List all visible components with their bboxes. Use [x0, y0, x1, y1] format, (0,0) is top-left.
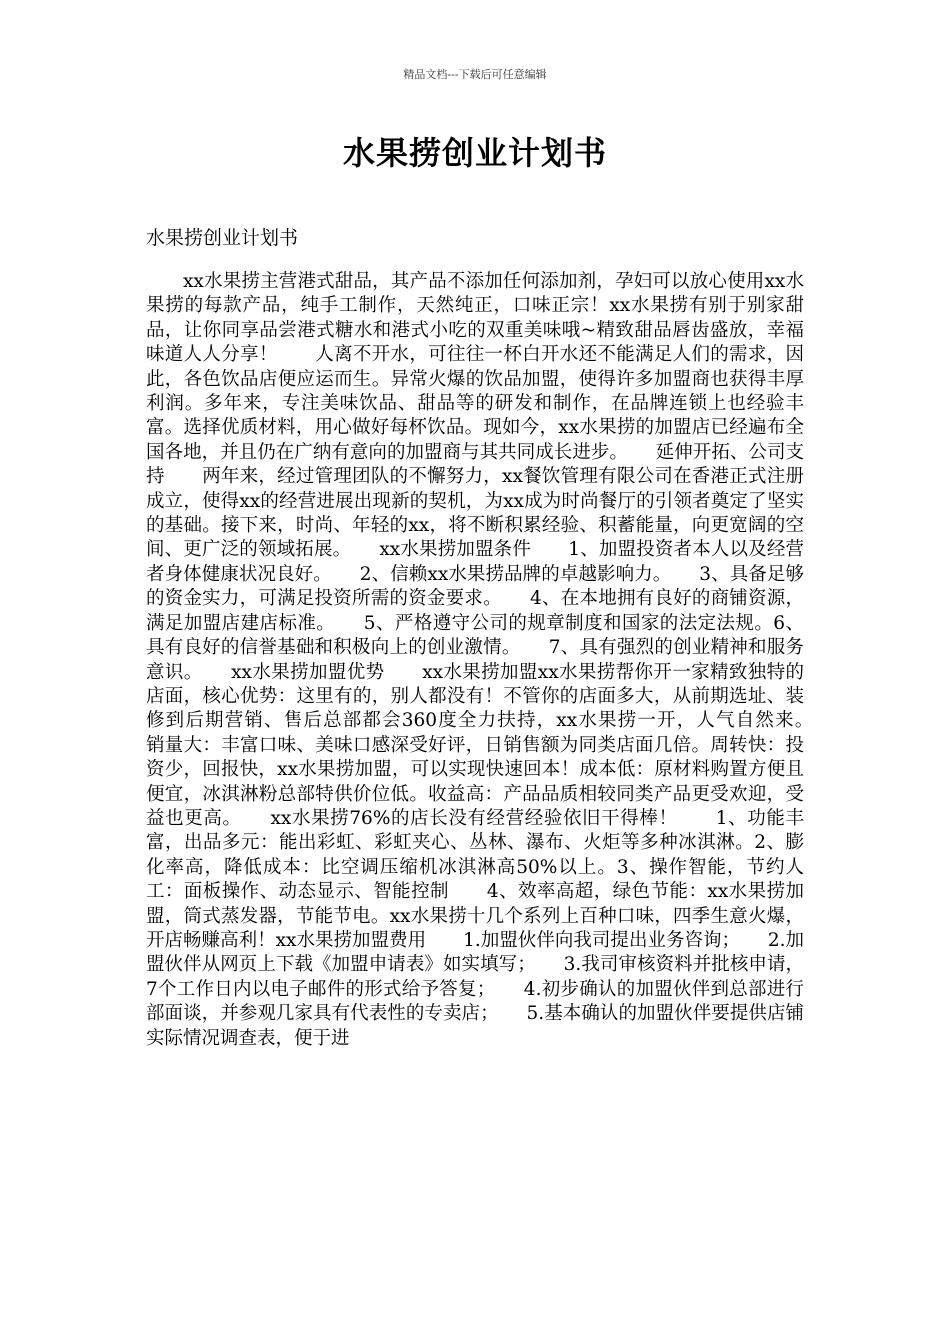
document-body: xx水果捞主营港式甜品，其产品不添加任何添加剂，孕妇可以放心使用xx水果捞的每款产品，纯手工制作，天然纯正，口味正宗！xx水果捞有别于别家甜品，让你同享品尝港式糖水和港式小吃的双重美味哦~精致甜品唇齿盛放，幸福味道人人分享！ 人离不开水，可往往一杯白开水还不能满足人们的需求，因此，各色饮品店便应运而生。异常火爆的饮品加盟，使得许多加盟商也获得丰厚利润。多年来，专注美味饮品、甜品等的研发和制作，在品牌连锁上也经验丰富。选择优质材料，用心做好每杯饮品。现如今，xx水果捞的加盟店已经遍布全国各地，并且仍在广纳有意向的加盟商与其共同成长进步。 延伸开拓、公司支持 两年来，经过管理团队的不懈努力，xx餐饮管理有限公司在香港正式注册成立，使得xx的经营进展出现新的契机，为xx成为时尚餐厅的引领者奠定了坚实的基础。接下来，时尚、年轻的xx，将不断积累经验、积蓄能量，向更宽阔的空间、更广泛的领域拓展。 xx水果捞加盟条件 1、加盟投资者本人以及经营者身体健康状况良好。 2、信赖xx水果捞品牌的卓越影响力。 3、具备足够的资金实力，可满足投资所需的资金要求。 4、在本地拥有良好的商铺资源，满足加盟店建店标准。 5、严格遵守公司的规章制度和国家的法定法规。6、具有良好的信誉基础和积极向上的创业激情。 7、具有强烈的创业精神和服务意识。 xx水果捞加盟优势 xx水果捞加盟xx水果捞帮你开一家精致独特的店面，核心优势：这里有的，别人都没有！不管你的店面多大，从前期选址、装修到后期营销、售后总部都会360度全力扶持，xx水果捞一开，人气自然来。 销量大：丰富口味、美味口感深受好评，日销售额为同类店面几倍。周转快：投资少，回报快，xx水果捞加盟，可以实现快速回本！成本低：原材料购置方便且便宜，冰淇淋粉总部特供价位低。收益高：产品品质相较同类产品更受欢迎，受益也更高。 xx水果捞76%的店长没有经营经验依旧干得棒！ 1、功能丰富，出品多元：能出彩虹、彩虹夹心、丛林、瀑布、火炬等多种冰淇淋。2、膨化率高，降低成本：比空调压缩机冰淇淋高50%以上。3、操作智能，节约人工：面板操作、动态显示、智能控制 4、效率高超，绿色节能：xx水果捞加盟，筒式蒸发器，节能节电。xx水果捞十几个系列上百种口味，四季生意火爆，开店畅赚高利！xx水果捞加盟费用 1.加盟伙伴向我司提出业务咨询； 2.加盟伙伴从网页上下载《加盟申请表》如实填写； 3.我司审核资料并批核申请，7个工作日内以电子邮件的形式给予答复； 4.初步确认的加盟伙伴到总部进行部面谈，并参观几家具有代表性的专卖店； 5.基本确认的加盟伙伴要提供店铺实际情况调查表，便于进: [146, 271, 842, 1049]
header-note: 精品文档---下载后可任意编辑: [403, 68, 547, 81]
document-subtitle: 水果捞创业计划书: [146, 227, 299, 249]
document-title: 水果捞创业计划书: [342, 134, 607, 172]
